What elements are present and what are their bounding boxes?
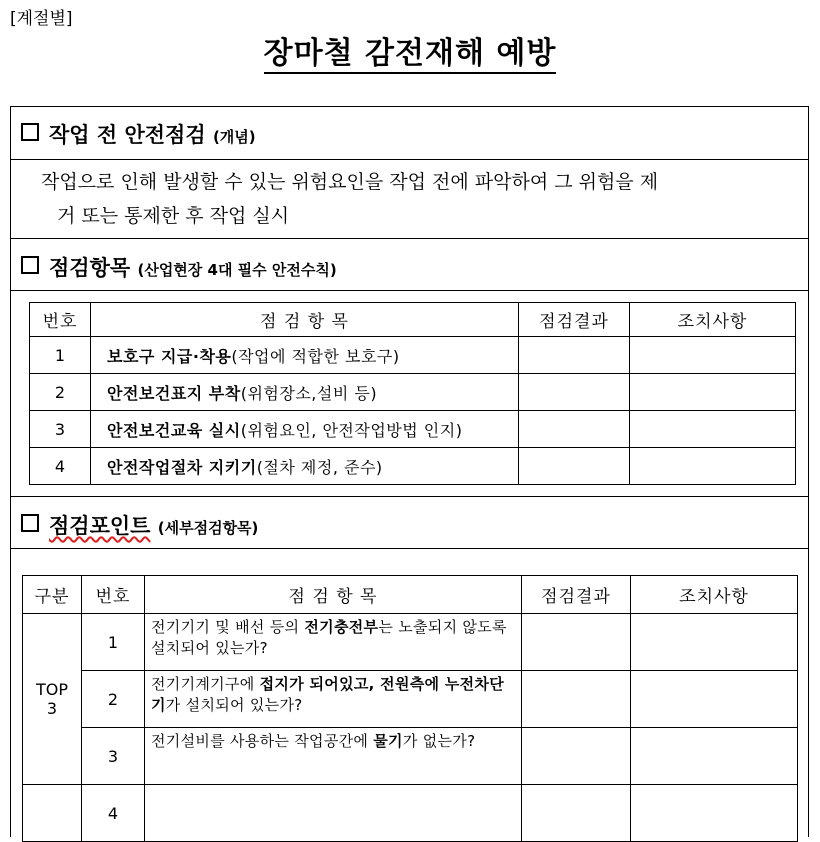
header-item: 점 검 항 목 [91,303,519,337]
row-number: 2 [30,374,91,411]
table-header-row [30,303,796,337]
item-detail: (위험장소,설비 등) [240,383,378,403]
item-bold: 보호구 지급·착용 [107,346,232,366]
row-number: 1 [30,337,91,374]
concept-paragraph [41,165,801,233]
row-item [145,614,522,671]
row-number: 1 [82,614,145,671]
item-detail: (절차 제정, 준수) [256,457,383,477]
category-cell [23,785,82,842]
action-cell[interactable] [631,728,798,785]
header-result: 점검결과 [522,576,631,614]
row-number: 4 [30,448,91,485]
action-cell[interactable] [630,374,796,411]
category-number: 3 [46,699,58,718]
checkbox-square-icon [21,123,39,141]
row-item [145,728,522,785]
section3-heading: 점검포인트 [49,514,151,538]
item-bold: 안전작업절차 지키기 [107,457,257,477]
result-cell[interactable] [522,671,631,728]
check-items-table [29,302,796,485]
section2-sub: (산업현장 4대 필수 안전수칙) [137,261,337,279]
action-cell[interactable] [631,785,798,842]
item-text: 는 노출되지 않도록 설치되어 있는가? [151,618,507,657]
item-text: 전기기기 및 배선 등의 [151,618,305,636]
action-cell[interactable] [630,448,796,485]
header-no: 번호 [30,303,91,337]
table-row [30,411,796,448]
row-item [91,448,519,485]
item-text: 전기설비를 사용하는 작업공간에 [151,732,374,750]
section-pre-work-check [21,119,256,149]
checkbox-square-icon [21,514,39,532]
item-bold: 전기충전부 [304,618,379,636]
section1-sub: (개념) [212,128,256,146]
result-cell[interactable] [522,728,631,785]
divider [11,496,808,497]
item-detail: (작업에 적합한 보호구) [231,346,400,366]
table-row [23,671,798,728]
result-cell[interactable] [519,411,630,448]
section-check-items [21,252,337,282]
header-category: 구분 [23,576,82,614]
result-cell[interactable] [519,448,630,485]
header-action: 조치사항 [630,303,796,337]
section-check-points [21,510,258,540]
category-top: TOP [35,680,68,699]
row-item [91,337,519,374]
item-bold: 안전보건교육 실시 [107,420,241,440]
row-number: 4 [82,785,145,842]
item-text: 가 없는가? [402,732,476,750]
checkbox-square-icon [21,256,39,274]
section2-heading: 점검항목 [49,256,131,280]
header-result: 점검결과 [519,303,630,337]
concept-line1: 작업으로 인해 발생할 수 있는 위험요인을 작업 전에 파악하여 그 위험을 제 [41,171,659,193]
section3-sub: (세부점검항목) [157,519,259,537]
page-title [0,28,820,72]
category-cell [23,614,82,785]
document-frame [10,106,809,837]
item-text: 가 설치되어 있는가? [165,696,303,714]
table-header-row [23,576,798,614]
section1-heading: 작업 전 안전점검 [49,123,206,147]
table-row [30,374,796,411]
divider [11,238,808,239]
row-item [145,785,522,842]
table-row [30,448,796,485]
row-item [91,411,519,448]
result-cell[interactable] [522,614,631,671]
table-row [23,728,798,785]
result-cell[interactable] [522,785,631,842]
action-cell[interactable] [631,671,798,728]
item-bold: 안전보건표지 부착 [107,383,241,403]
result-cell[interactable] [519,337,630,374]
item-bold: 접지가 되어있고, 전원측에 누전차단기 [151,675,505,714]
row-number: 3 [30,411,91,448]
result-cell[interactable] [519,374,630,411]
row-item [145,671,522,728]
item-bold: 물기 [373,732,403,750]
action-cell[interactable] [630,411,796,448]
row-number: 2 [82,671,145,728]
divider [11,548,808,549]
divider [11,159,808,160]
item-text: 전기기계기구에 [151,675,260,693]
title-text: 장마철 감전재해 예방 [264,36,557,74]
divider [11,290,808,291]
table-row [23,785,798,842]
concept-line2: 거 또는 통제한 후 작업 실시 [57,205,290,227]
action-cell[interactable] [631,614,798,671]
row-number: 3 [82,728,145,785]
header-item: 점 검 항 목 [145,576,522,614]
category-tag: [계절별] [10,9,73,29]
check-points-table [22,575,798,842]
item-detail: (위험요인, 안전작업방법 인지) [240,420,463,440]
row-item [91,374,519,411]
header-no: 번호 [82,576,145,614]
action-cell[interactable] [630,337,796,374]
header-action: 조치사항 [631,576,798,614]
table-row [23,614,798,671]
table-row [30,337,796,374]
